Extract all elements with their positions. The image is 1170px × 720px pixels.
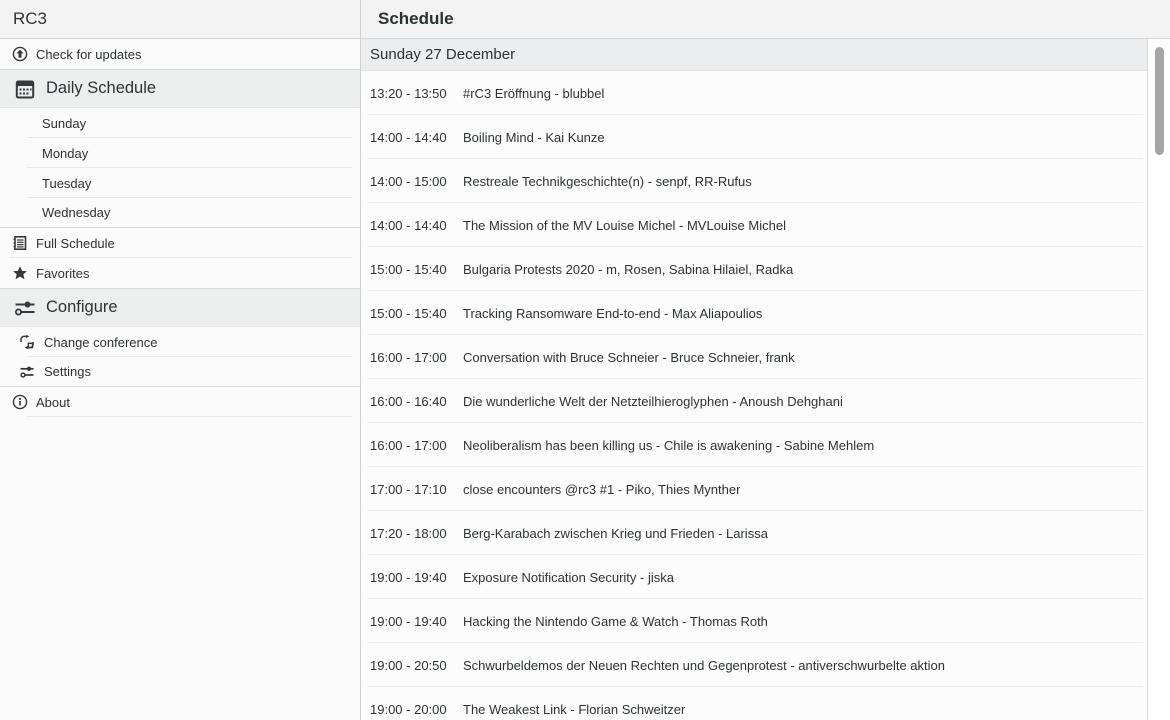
schedule-event-row[interactable] (361, 599, 1147, 643)
list-icon (12, 235, 28, 251)
sidebar-item-sunday[interactable] (0, 108, 360, 138)
event-title: close encounters @rc3 #1 - Piko, Thies Mynther (463, 481, 741, 497)
sidebar-item-label: Check for updates (36, 46, 142, 62)
schedule-event-row[interactable] (361, 555, 1147, 599)
content-body (361, 39, 1170, 720)
event-title: Die wunderliche Welt der Netzteilhieroglyphen - Anoush Dehghani (463, 393, 843, 409)
event-title: Bulgaria Protests 2020 - m, Rosen, Sabina Hilaiel, Radka (463, 261, 794, 277)
schedule-event-row[interactable] (361, 203, 1147, 247)
sidebar-item-label: Settings (44, 364, 91, 379)
event-time: 13:20 - 13:50 (370, 85, 447, 101)
sidebar-item-change-conference[interactable] (0, 327, 360, 357)
event-title: The Weakest Link - Florian Schweitzer (463, 701, 686, 717)
day-label: Sunday (42, 115, 87, 131)
schedule-event-row[interactable] (361, 159, 1147, 203)
calendar-icon (13, 77, 37, 101)
event-time: 17:20 - 18:00 (370, 525, 447, 541)
schedule-event-row[interactable] (361, 115, 1147, 159)
sidebar-header-label: Daily Schedule (46, 79, 157, 97)
sidebar-item-tuesday[interactable] (0, 168, 360, 198)
event-list (361, 71, 1147, 720)
schedule-list (361, 39, 1148, 720)
event-time: 14:00 - 15:00 (370, 173, 447, 189)
sidebar-item-about[interactable] (0, 387, 360, 417)
scrollbar-track[interactable] (1148, 39, 1170, 720)
sidebar-item-label: Full Schedule (36, 235, 115, 251)
schedule-event-row[interactable] (361, 643, 1147, 687)
star-icon (12, 265, 28, 281)
sidebar-item-check-for-updates[interactable] (0, 39, 360, 69)
sliders-icon (13, 296, 37, 320)
sidebar (0, 0, 360, 720)
sidebar-item-full-schedule[interactable] (0, 228, 360, 258)
sidebar-header-label: Configure (46, 298, 118, 316)
update-icon (12, 46, 28, 62)
page-title: Schedule (378, 9, 454, 28)
event-title: Restreale Technikgeschichte(n) - senpf, RR-Rufus (463, 173, 752, 189)
sidebar-empty-area (0, 417, 360, 720)
schedule-event-row[interactable] (361, 335, 1147, 379)
schedule-event-row[interactable] (361, 467, 1147, 511)
event-title: The Mission of the MV Louise Michel - MVLouise Michel (463, 217, 786, 233)
day-label: Wednesday (42, 205, 111, 220)
info-icon (12, 394, 28, 410)
event-title: #rC3 Eröffnung - blubbel (463, 85, 605, 101)
event-time: 16:00 - 16:40 (370, 393, 447, 409)
event-time: 16:00 - 17:00 (370, 349, 447, 365)
event-time: 16:00 - 17:00 (370, 437, 447, 453)
sidebar-item-monday[interactable] (0, 138, 360, 168)
event-time: 19:00 - 19:40 (370, 613, 447, 629)
schedule-event-row[interactable] (361, 247, 1147, 291)
schedule-event-row[interactable] (361, 687, 1147, 720)
content-panel (361, 0, 1170, 720)
schedule-event-row[interactable] (361, 423, 1147, 467)
event-title: Boiling Mind - Kai Kunze (463, 129, 605, 145)
app-title: RC3 (13, 9, 48, 28)
sidebar-header-daily-schedule[interactable] (0, 69, 360, 108)
sidebar-nav (0, 39, 360, 417)
sidebar-item-wednesday[interactable] (0, 198, 360, 228)
event-title: Exposure Notification Security - jiska (463, 569, 674, 585)
event-time: 15:00 - 15:40 (370, 305, 447, 321)
sidebar-item-favorites[interactable] (0, 258, 360, 288)
content-headerbar (361, 0, 1170, 39)
schedule-event-row[interactable] (361, 379, 1147, 423)
schedule-event-row[interactable] (361, 511, 1147, 555)
event-title: Schwurbeldemos der Neuen Rechten und Gegenprotest - antiverschwurbelte aktion (463, 657, 945, 673)
day-label: Tuesday (42, 175, 92, 191)
event-time: 14:00 - 14:40 (370, 129, 447, 145)
event-time: 17:00 - 17:10 (370, 481, 447, 497)
sidebar-header-configure[interactable] (0, 288, 360, 327)
event-time: 14:00 - 14:40 (370, 217, 447, 233)
schedule-event-row[interactable] (361, 291, 1147, 335)
event-time: 19:00 - 19:40 (370, 569, 447, 585)
swap-icon (19, 334, 35, 350)
day-section-header (361, 39, 1147, 71)
sidebar-item-label: Favorites (36, 265, 90, 281)
event-time: 15:00 - 15:40 (370, 261, 447, 277)
event-title: Neoliberalism has been killing us - Chile is awakening - Sabine Mehlem (463, 437, 875, 453)
event-title: Hacking the Nintendo Game & Watch - Thomas Roth (463, 613, 768, 629)
day-label: Monday (42, 145, 89, 161)
sidebar-item-label: Change conference (44, 334, 158, 350)
day-section-label: Sunday 27 December (370, 46, 516, 63)
sidebar-item-label: About (36, 394, 70, 410)
event-time: 19:00 - 20:00 (370, 701, 447, 717)
schedule-event-row[interactable] (361, 71, 1147, 115)
event-title: Tracking Ransomware End-to-end - Max Aliapoulios (463, 305, 763, 321)
sidebar-item-settings[interactable] (0, 357, 360, 387)
scrollbar-thumb[interactable] (1155, 47, 1164, 155)
event-time: 19:00 - 20:50 (370, 657, 447, 673)
event-title: Conversation with Bruce Schneier - Bruce Schneier, frank (463, 349, 795, 365)
sidebar-headerbar (0, 0, 360, 39)
event-title: Berg-Karabach zwischen Krieg und Frieden - Larissa (463, 525, 768, 541)
sliders-icon (19, 364, 35, 380)
